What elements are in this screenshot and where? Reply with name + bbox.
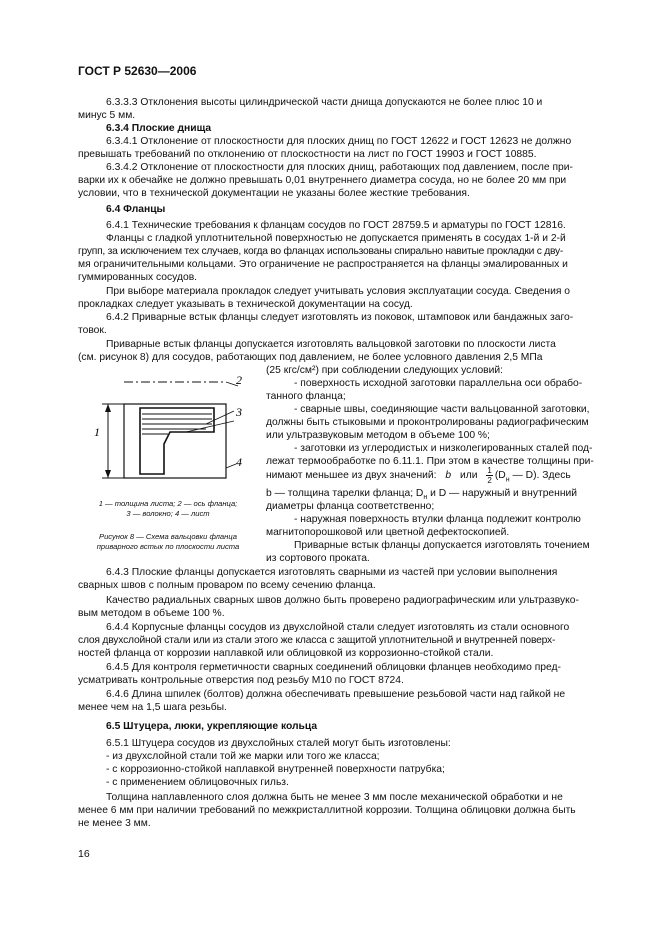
figure-label-1: 1 [94,425,100,439]
text-line: варки их к обечайке не должно превышать 0,01 внутреннего диаметра сосуда, но не более 20 мм при [78,175,567,186]
text-line: должны быть стыковыми и проконтролированы радиографическим [266,417,589,428]
dimension-arrow-up [105,404,111,412]
text-line: Приварные встык фланцы допускается изготовлять точением [294,540,590,551]
figure-caption: Рисунок 8 — Схема вальцовки фланца [99,532,237,541]
text-line: ностей фланца от коррозии наплавкой или облицовкой из коррозионно-стойкой стали. [78,648,494,659]
leader-line-4 [226,464,236,468]
page-number: 16 [78,848,90,860]
figure-8-diagram [86,368,266,518]
text-line: 6.3.4.2 Отклонение от плоскостности для плоских днищ, работающих под давлением, после при- [106,162,573,173]
text-line: танного фланца; [266,391,346,402]
text-line: - поверхность исходной заготовки параллельна оси обрабо- [294,378,583,389]
figure-legend: 3 — волокно; 4 — лист [126,509,210,518]
text-line: (см. рисунок 8) для сосудов, работающих под давлением, не более условного давления 2,5 МПа [78,352,543,363]
text-line-with-formula: нимают меньшее из двух значений: b или $\frac{1}{2}$ ($D_н$ — D). Здесь [266,466,571,485]
text-line: вым методом в объеме 100 %. [78,608,225,619]
leader-line-3b [186,421,234,432]
text-line: Приварные встык фланцы допускается изготовлять вальцовкой заготовки по плоскости листа [106,339,556,350]
text-line: лежат термообработке по 6.11.1. При этом в качестве толщины при- [266,456,594,467]
text-line: прокладках следует указывать в технической документации на сосуд. [78,299,413,310]
text-line: 6.4.2 Приварные встык фланцы следует изготовлять из поковок, штамповок или бандажных заго- [106,312,574,323]
figure-label-4: 4 [236,455,242,469]
figure-legend: 1 — толщина листа; 2 — ось фланца; [98,499,238,508]
text-line: усматривать контрольные отверстия под резьбу М10 по ГОСТ 8724. [78,675,404,686]
text-line: Толщина наплавленного слоя должна быть не менее 3 мм после механической обработки и не [106,792,563,803]
text-line: 6.3.4.1 Отклонение от плоскостности для плоских днищ по ГОСТ 12622 и ГОСТ 12623 не должно [106,136,572,147]
dimension-arrow-down [105,470,111,478]
text-line: мя ограничительными кольцами. Это ограничение не распространяется на фланцы эмалированных и [78,259,568,270]
text-line: превышать требований по отклонению от плоскостности на лист по ГОСТ 19903 и ГОСТ 10885. [78,149,537,160]
text-line: 6.4.5 Для контроля герметичности сварных соединений облицовки фланцев необходимо пред- [106,662,561,673]
text-line: диаметры фланца соответственно; [266,501,435,512]
text-line: менее чем на 1,5 шага резьбы. [78,702,227,713]
text-line: 6.4.1 Технические требования к фланцам сосудов по ГОСТ 28759.5 и арматуры по ГОСТ 12816. [106,220,566,231]
text-line: b — толщина тарелки фланца; $D_н$ и D — наружный и внутренний [266,488,578,502]
text-line: 6.4.6 Длина шпилек (болтов) должна обеспечивать превышение резьбовой части над гайкой не [106,689,566,700]
figure-label-3: 3 [236,405,242,419]
list-item: - из двухслойной стали той же марки или того же класса; [106,751,380,762]
text-line: минус 5 мм. [78,110,136,121]
list-item: - с коррозионно-стойкой наплавкой внутренней поверхности патрубка; [106,764,445,775]
text-line: гуммированных сосудов. [78,272,198,283]
list-item: - с применением облицовочных гильз. [106,777,289,788]
section-heading: 6.3.4 Плоские днища [106,123,212,134]
section-heading: 6.4 Фланцы [106,204,166,215]
text-line: менее 6 мм при наличии требований по межкристаллитной коррозии. Толщина облицовки должна быть [78,805,576,816]
text-line: 6.4.3 Плоские фланцы допускается изготовлять сварными из частей при условии выполнения [106,567,558,578]
text-line: - заготовки из углеродистых и низколегированных сталей под- [294,443,593,454]
text-line: или ультразвуковым методом в объеме 100 %; [266,430,490,441]
document-header: ГОСТ Р 52630—2006 [78,64,197,78]
text-line: групп, за исключением тех случаев, когда во фланцах использованы спирально навитые прокладки с дву- [78,246,564,257]
text-line: - наружная поверхность втулки фланца подлежит контролю [294,514,581,525]
text-line: сварных швов с полным проваром по всему сечению фланца. [78,580,376,591]
text-line: 6.5.1 Штуцера сосудов из двухслойных сталей могут быть изготовлены: [106,738,451,749]
figure-caption: приварного встык по плоскости листа [96,542,240,551]
flange-profile [140,408,214,474]
text-line: слоя двухслойной стали или из стали этого же класса с защитой уплотнительной и внутренней поверх- [78,635,556,646]
text-line: При выборе материала прокладок следует учитывать условия эксплуатации сосуда. Сведения о [106,286,571,297]
text-line: Фланцы с гладкой уплотнительной поверхностью не допускается применять в сосудах 1-й и 2-й [106,233,566,244]
fraction-one-half: $\frac{1}{2}$ [487,466,492,485]
text-line: Качество радиальных сварных швов должно быть проверено радиографическим или ультразвуко- [106,595,579,606]
text-line: 6.3.3.3 Отклонения высоты цилиндрической части днища допускаются не более плюс 10 и [106,97,543,108]
figure-label-2: 2 [236,373,242,387]
text-line: товок. [78,325,107,336]
text-line: магнитопорошковой или цветной дефектоскопией. [266,527,510,538]
text-line: (25 кгс/см²) при соблюдении следующих условий: [266,365,503,376]
text-line: не менее 3 мм. [78,818,151,829]
text-line: 6.4.4 Корпусные фланцы сосудов из двухслойной стали следует изготовлять из стали основного [106,622,570,633]
text-line: из сортового проката. [266,553,370,564]
text-line: условии, что в технической документации не указаны более жесткие требования. [78,188,470,199]
section-heading: 6.5 Штуцера, люки, укрепляющие кольца [106,721,318,732]
text-line: - сварные швы, соединяющие части вальцованной заготовки, [294,404,590,415]
